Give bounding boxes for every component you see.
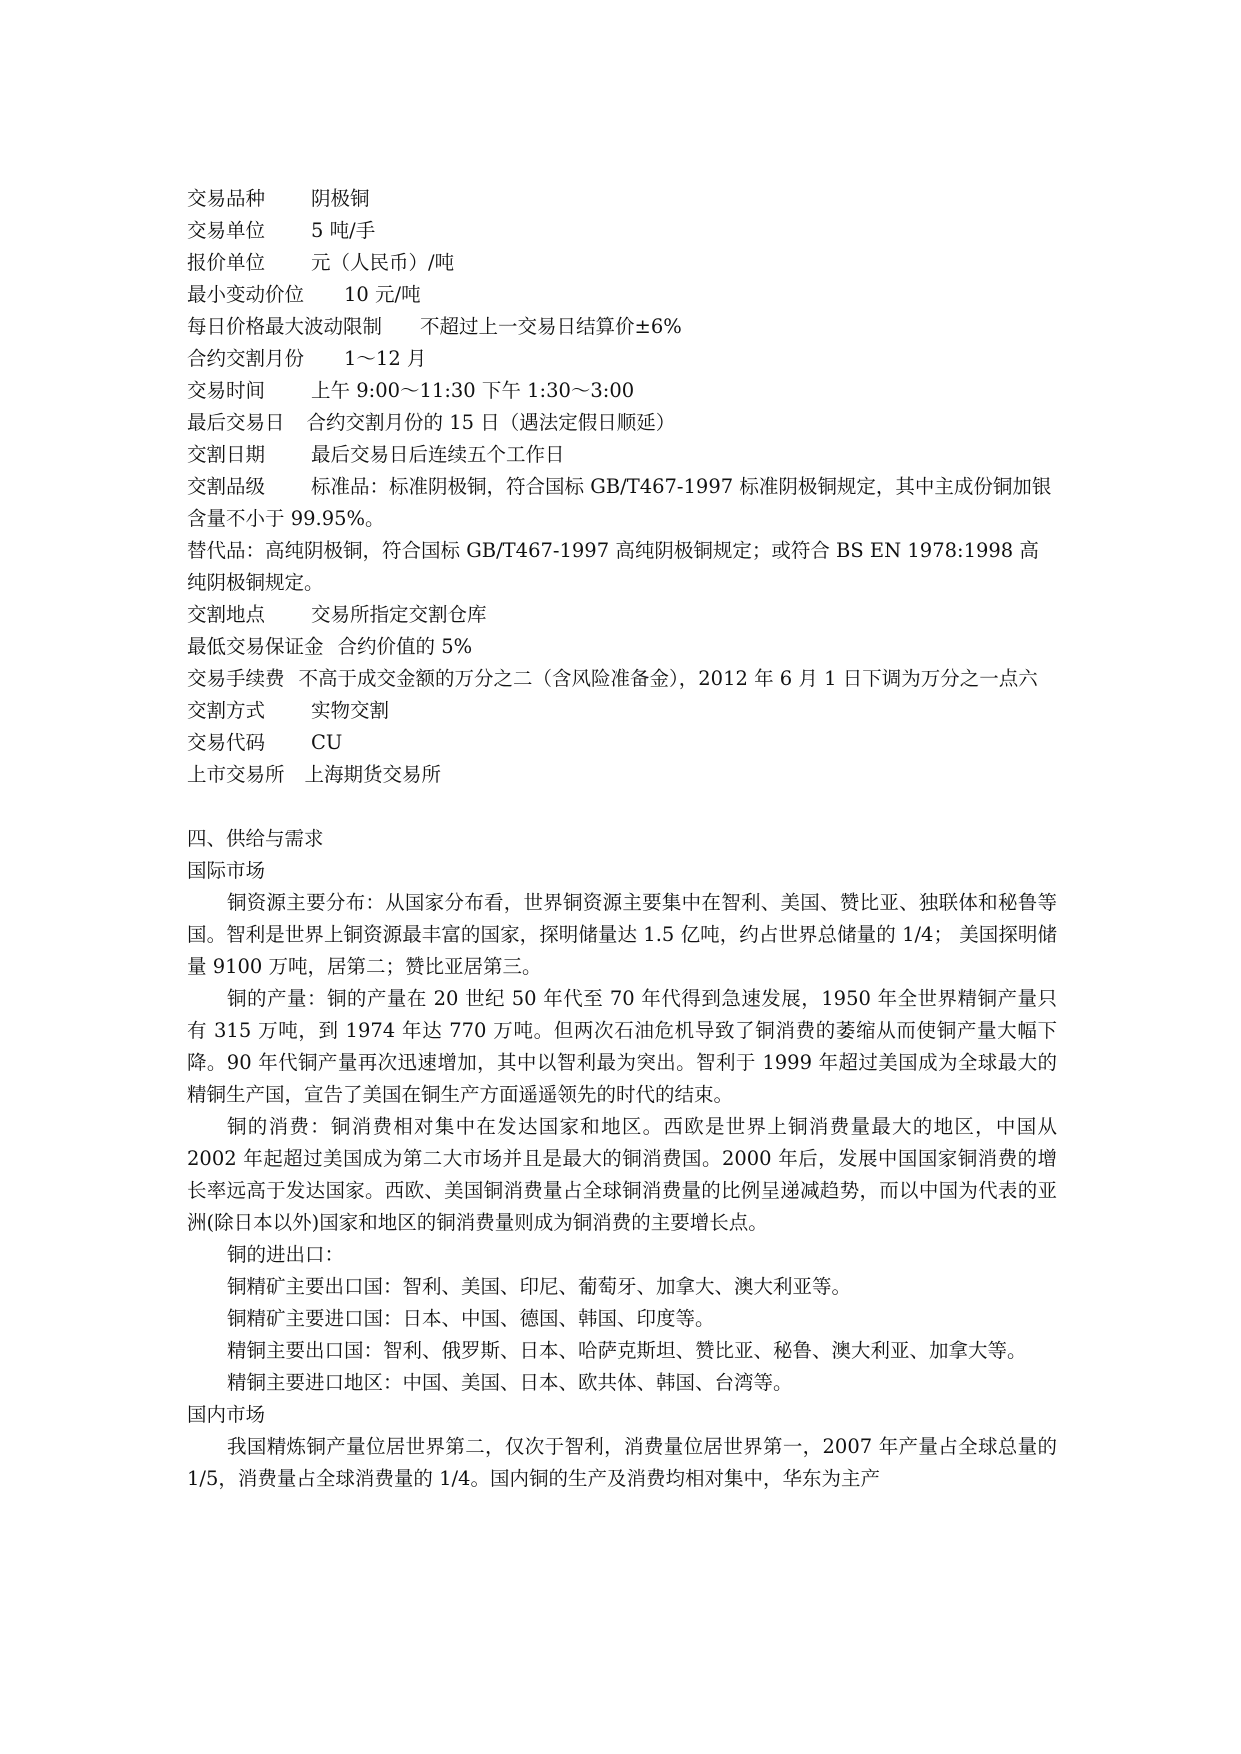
spec-value: 10 元/吨: [344, 283, 421, 306]
spec-row-unit: [187, 215, 1057, 247]
paragraph-consumption: 铜的消费：铜消费相对集中在发达国家和地区。西欧是世界上铜消费量最大的地区，中国从 2002 年起超过美国成为第二大市场并且是最大的铜消费国。2000 年后，发展中国国家铜消费的增长率远高于发达国家。西欧、美国铜消费量占全球铜消费量的比例呈递减趋势，而以中国为代表的亚洲(除日本以外)国家和地区的铜消费量则成为铜消费的主要增长点。: [187, 1115, 1057, 1234]
spec-label: 交易时间: [187, 379, 266, 402]
spec-row-tick: [187, 279, 1057, 311]
spec-row-months: [187, 343, 1057, 375]
paragraph-trade-heading: 铜的进出口：: [227, 1243, 345, 1266]
document-page: [187, 183, 1057, 1495]
spec-label: 交割品级: [187, 475, 266, 498]
spec-label: 交割地点: [187, 603, 266, 626]
spec-value: 替代品：高纯阴极铜，符合国标 GB/T467-1997 高纯阴极铜规定；或符合 BS EN 1978:1998 高纯阴极铜规定。: [187, 539, 1039, 594]
spec-row-delivery-method: [187, 695, 1057, 727]
spec-row-grade: [187, 471, 1057, 535]
spec-label: 交易手续费: [187, 667, 285, 690]
spec-value: 实物交割: [311, 699, 390, 722]
spec-label: 每日价格最大波动限制: [187, 315, 383, 338]
spec-row-hours: [187, 375, 1057, 407]
spec-value: 标准品：标准阴极铜，符合国标 GB/T467-1997 标准阴极铜规定，其中主成份铜加银含量不小于 99.95%。: [187, 475, 1052, 530]
paragraph-production: 铜的产量：铜的产量在 20 世纪 50 年代至 70 年代得到急速发展，1950 年全世界精铜产量只有 315 万吨，到 1974 年达 770 万吨。但两次石油危机导致了铜消费的萎缩从而使铜产量大幅下降。90 年代铜产量再次迅速增加，其中以智利最为突出。智利于 1999 年超过美国成为全球最大的精铜生产国，宣告了美国在铜生产方面遥遥领先的时代的结束。: [187, 987, 1057, 1106]
spec-row-location: [187, 599, 1057, 631]
paragraph-concentrate-import: 铜精矿主要进口国：日本、中国、德国、韩国、印度等。: [227, 1307, 715, 1330]
spec-row-exchange: [187, 759, 1057, 791]
paragraph-concentrate-export: 铜精矿主要出口国：智利、美国、印尼、葡萄牙、加拿大、澳大利亚等。: [227, 1275, 852, 1298]
paragraph-domestic: 我国精炼铜产量位居世界第二，仅次于智利，消费量位居世界第一，2007 年产量占全球总量的 1/5，消费量占全球消费量的 1/4。国内铜的生产及消费均相对集中，华东为主产: [187, 1435, 1057, 1490]
spec-label: 报价单位: [187, 251, 266, 274]
spec-value: 上海期货交易所: [304, 763, 442, 786]
spec-label: 上市交易所: [187, 763, 285, 786]
paragraph-refined-import: 精铜主要进口地区：中国、美国、日本、欧共体、韩国、台湾等。: [227, 1371, 793, 1394]
spec-row-code: [187, 727, 1057, 759]
spec-value: 1～12 月: [344, 347, 427, 370]
spec-label: 最后交易日: [187, 411, 285, 434]
spec-label: 交割方式: [187, 699, 266, 722]
spec-value: 5 吨/手: [311, 219, 376, 242]
spec-row-last-day: [187, 407, 1057, 439]
spec-label: 最低交易保证金: [187, 635, 324, 658]
intl-market-heading: 国际市场: [187, 859, 266, 882]
spec-value: 阴极铜: [311, 187, 370, 210]
domestic-market-heading: 国内市场: [187, 1403, 266, 1426]
spec-value: CU: [311, 731, 343, 754]
spec-row-delivery-date: [187, 439, 1057, 471]
spec-value: 合约交割月份的 15 日（遇法定假日顺延）: [306, 411, 676, 434]
spec-row-quote-unit: [187, 247, 1057, 279]
spec-value: 上午 9:00～11:30 下午 1:30～3:00: [311, 379, 635, 402]
spec-row-fee: [187, 663, 1057, 695]
spec-value: 不高于成交金额的万分之二（含风险准备金），2012 年 6 月 1 日下调为万分之一点六: [298, 667, 1038, 690]
spec-row-substitute: [187, 535, 1057, 599]
spec-row-limit: [187, 311, 1057, 343]
spec-value: 交易所指定交割仓库: [311, 603, 487, 626]
spec-label: 合约交割月份: [187, 347, 305, 370]
section-title: 四、供给与需求: [187, 827, 324, 850]
spec-value: 元（人民币）/吨: [311, 251, 455, 274]
spec-row-variety: [187, 183, 1057, 215]
spec-row-margin: [187, 631, 1057, 663]
spec-label: 交易单位: [187, 219, 266, 242]
spec-value: 合约价值的 5%: [337, 635, 473, 658]
paragraph-resources: 铜资源主要分布：从国家分布看，世界铜资源主要集中在智利、美国、赞比亚、独联体和秘鲁等国。智利是世界上铜资源最丰富的国家，探明储量达 1.5 亿吨，约占世界总储量的 1/4； 美国探明储量 9100 万吨，居第二；赞比亚居第三。: [187, 891, 1057, 978]
spec-label: 交易品种: [187, 187, 266, 210]
spec-label: 交易代码: [187, 731, 266, 754]
spec-label: 最小变动价位: [187, 283, 305, 306]
spec-value: 最后交易日后连续五个工作日: [311, 443, 565, 466]
spec-value: 不超过上一交易日结算价±6%: [420, 315, 682, 338]
paragraph-refined-export: 精铜主要出口国：智利、俄罗斯、日本、哈萨克斯坦、赞比亚、秘鲁、澳大利亚、加拿大等。: [227, 1339, 1027, 1362]
spec-label: 交割日期: [187, 443, 266, 466]
